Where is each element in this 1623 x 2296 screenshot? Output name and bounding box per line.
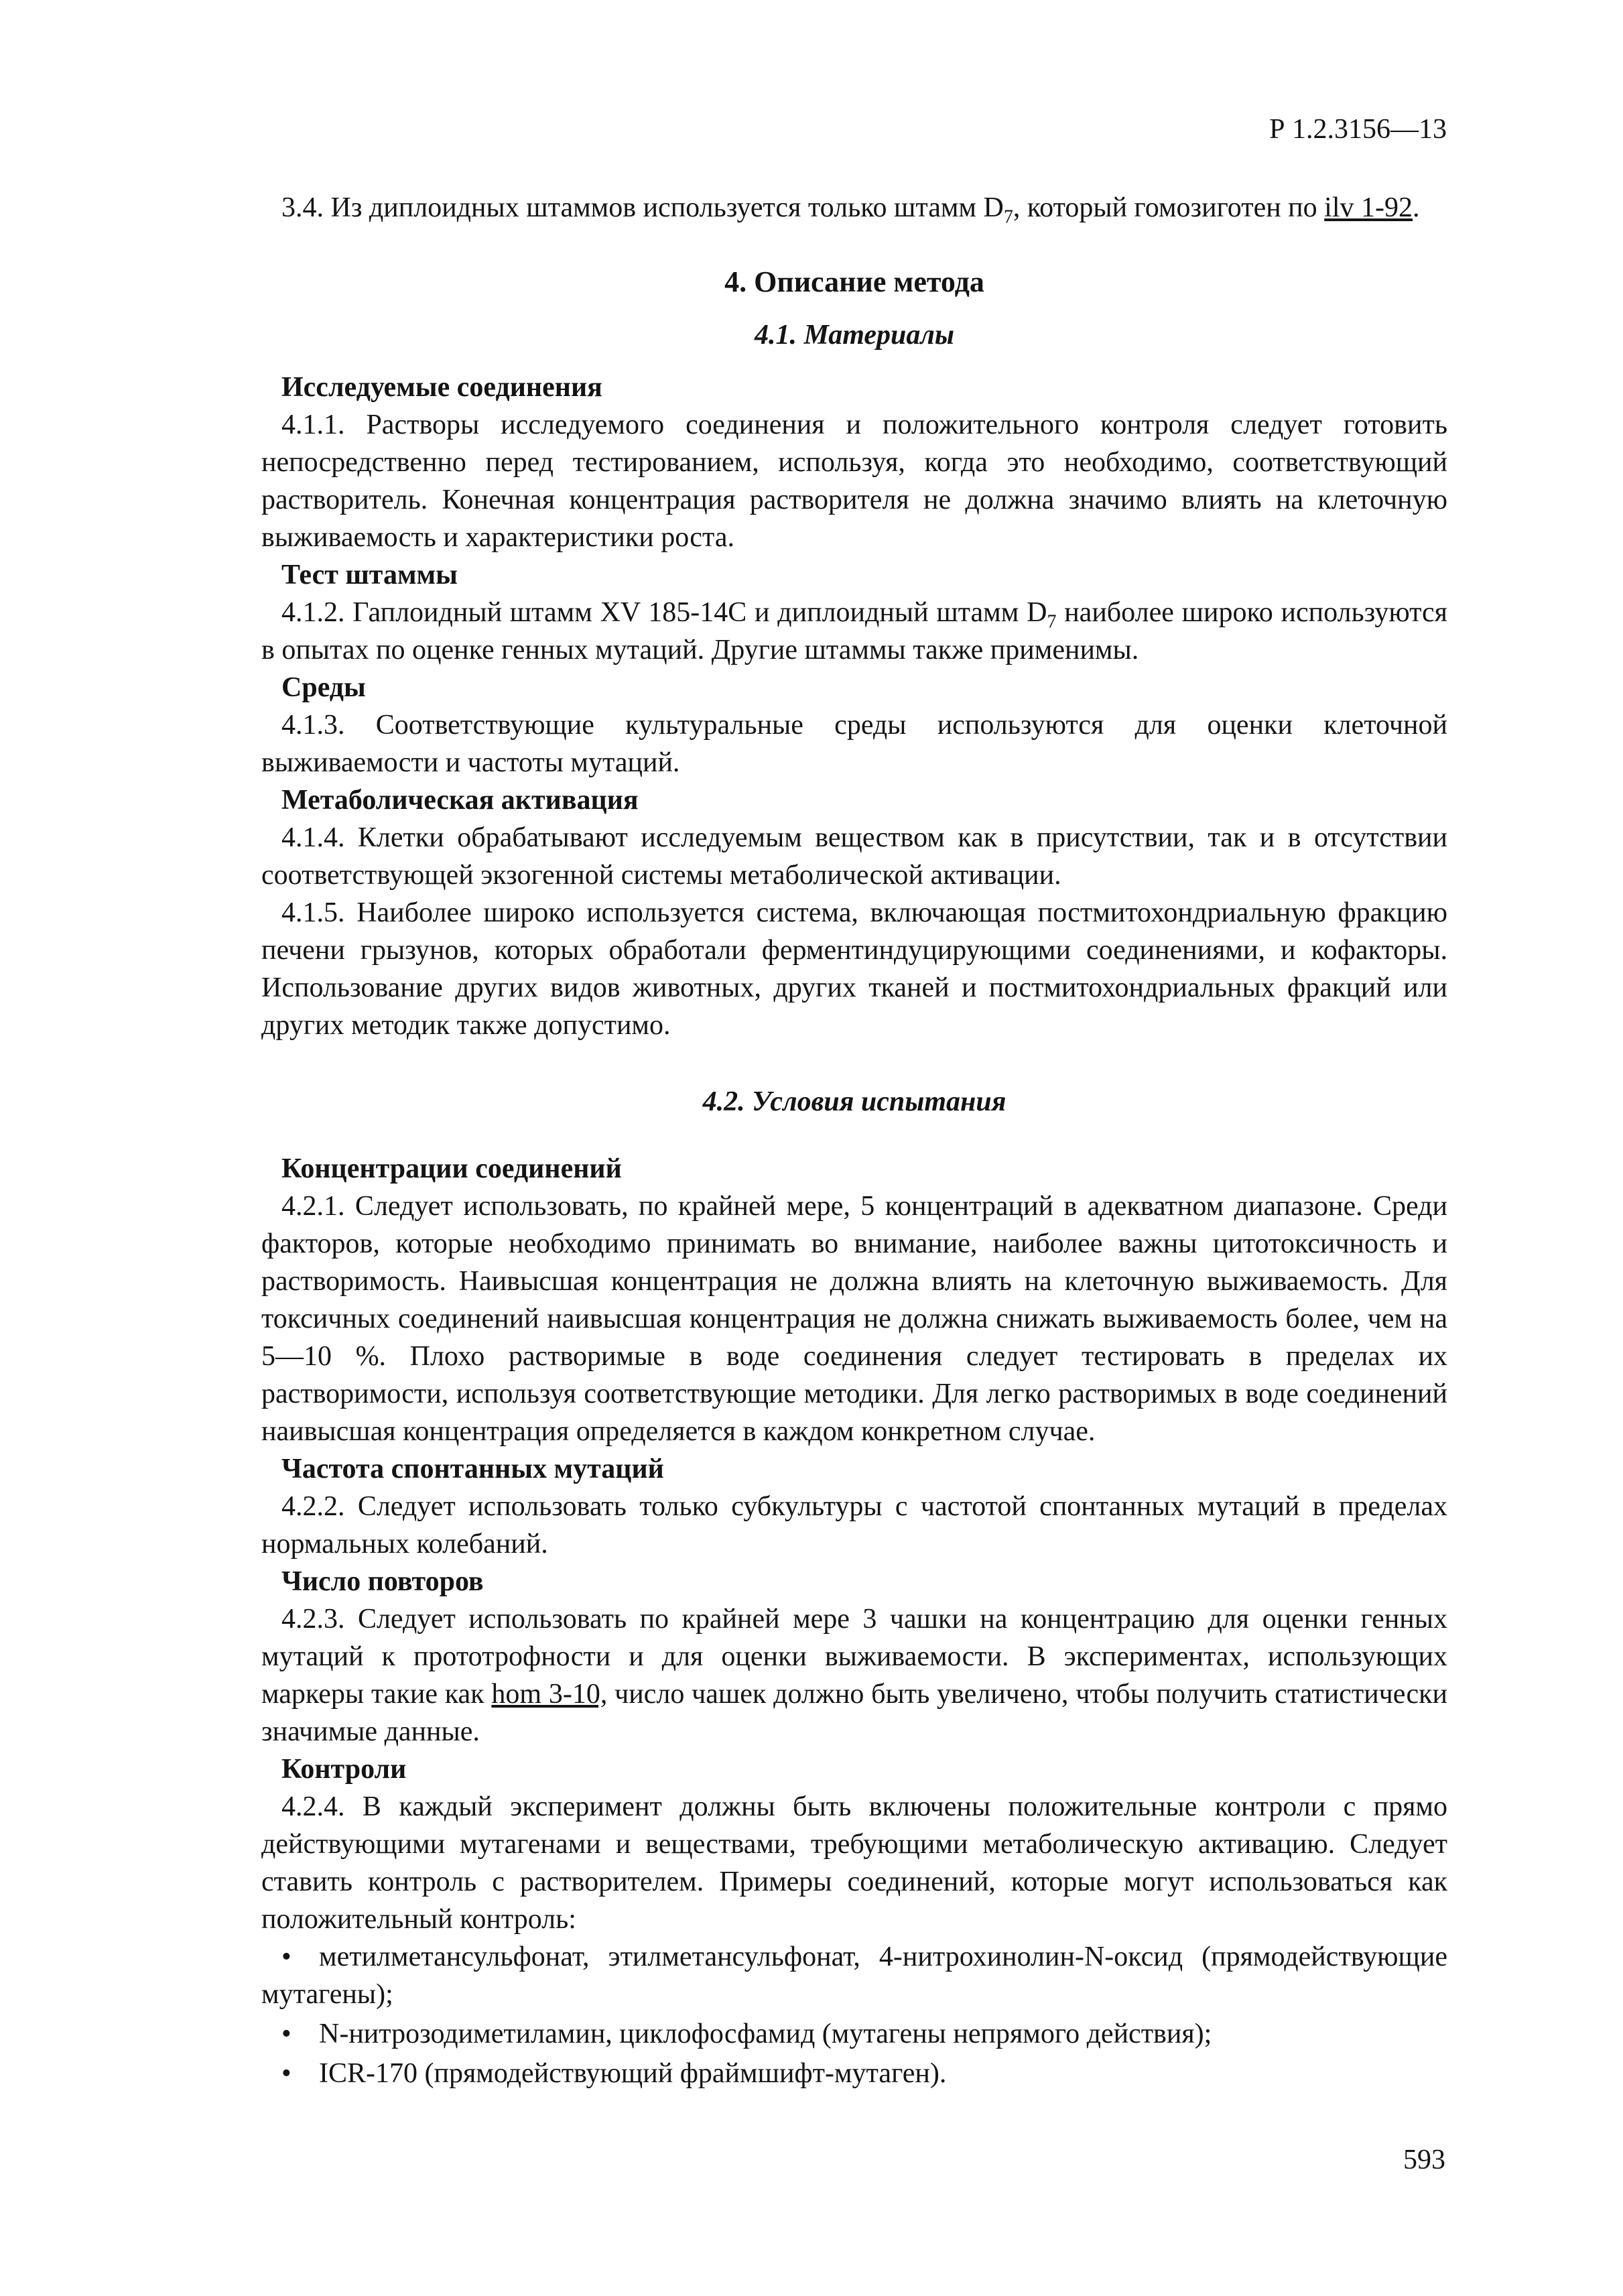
heading-compounds: Исследуемые соединения	[281, 372, 602, 403]
paragraph-text: 3.4. Из диплоидных штаммов используется только штамм D	[281, 192, 1004, 223]
bullet-icon: •	[281, 2058, 291, 2089]
list-item-text: метилметансульфонат, этилметансульфонат, 4-нитрохинолин-N-оксид (прямодействующие мутагены);	[261, 1941, 1447, 2010]
paragraph-text: .	[1413, 192, 1420, 223]
list-item-text: N-нитрозодиметиламин, циклофосфамид (мутагены непрямого действия);	[319, 2019, 1212, 2049]
paragraph-4-2-3	[261, 1600, 1447, 1750]
heading-controls: Контроли	[281, 1754, 407, 1785]
paragraph-3-4	[261, 189, 1447, 227]
heading-concentrations: Концентрации соединений	[281, 1153, 622, 1184]
paragraph-4-2-4: 4.2.4. В каждый эксперимент должны быть включены положительные контроли с прямо действующими мутагенами и веществами, требующими метаболическую активацию. Следует ставить контроль с растворителем. Примеры соединений, которые могут использоваться как положительный контроль:	[261, 1791, 1447, 1935]
list-item	[261, 2055, 1447, 2092]
heading-repeats: Число повторов	[281, 1566, 484, 1597]
paragraph-text: 4.1.2. Гаплоидный штамм XV 185-14C и диплоидный штамм D	[281, 597, 1047, 628]
paragraph-4-1-2	[261, 594, 1447, 669]
list-item	[261, 1938, 1447, 2013]
subscript: 7	[1003, 206, 1013, 228]
subscript: 7	[1047, 611, 1057, 633]
list-item-text: ICR-170 (прямодействующий фраймшифт-мутаген).	[319, 2058, 947, 2089]
heading-strains: Тест штаммы	[281, 560, 458, 590]
page-number: 593	[1403, 2145, 1445, 2175]
paragraph-text: число чашек должно быть увеличено, чтобы получить статистически значимые данные.	[261, 1679, 1448, 1747]
subsection-title-materials: 4.1. Материалы	[754, 320, 955, 350]
bullet-icon: •	[281, 1941, 291, 1972]
document-code: Р 1.2.3156—13	[1269, 114, 1447, 145]
underlined-term: ilv 1-92	[1324, 192, 1413, 223]
paragraph-text: 4.2.3. Следует использовать по крайней мере 3 чашки на концентрацию для оценки генных мутаций к прототрофности и для оценки выживаемости. В экспериментах, использующих маркеры такие как	[261, 1604, 1447, 1710]
paragraph-4-1-5: 4.1.5. Наиболее широко используется система, включающая постмитохондриальную фракцию печени грызунов, которых обработали ферментиндуцирующими соединениями, и кофакторы. Использование других видов животных, других тканей и постмитохондриальных фракций или других методик также допустимо.	[261, 897, 1447, 1041]
subsection-title-conditions: 4.2. Условия испытания	[702, 1086, 1007, 1117]
paragraph-4-1-4: 4.1.4. Клетки обрабатывают исследуемым веществом как в присутствии, так и в отсутствии соответствующей экзогенной системы метаболической активации.	[261, 822, 1447, 891]
paragraph-text: наиболее широко используются в опытах по оценке генных мутаций. Другие штаммы также применимы.	[261, 597, 1447, 665]
positive-control-list	[261, 1938, 1447, 2092]
heading-media: Среды	[281, 672, 366, 703]
page-content	[261, 189, 1447, 2094]
section-title: 4. Описание метода	[724, 265, 984, 298]
heading-metabolic-activation: Метаболическая активация	[281, 785, 639, 816]
list-item	[261, 2015, 1447, 2053]
paragraph-text: , который гомозиготен по	[1013, 192, 1325, 223]
paragraph-4-1-1: 4.1.1. Растворы исследуемого соединения и положительного контроля следует готовить непосредственно перед тестированием, используя, когда это необходимо, соответствующий растворитель. Конечная концентрация растворителя не должна значимо влиять на клеточную выживаемость и характеристики роста.	[261, 409, 1447, 553]
paragraph-4-1-3: 4.1.3. Соответствующие культуральные среды используются для оценки клеточной выживаемости и частоты мутаций.	[261, 710, 1447, 778]
heading-spontaneous-mutations: Частота спонтанных мутаций	[281, 1454, 664, 1484]
underlined-term: hom 3-10,	[491, 1679, 608, 1710]
bullet-icon: •	[281, 2019, 291, 2049]
paragraph-4-2-2: 4.2.2. Следует использовать только субкультуры с частотой спонтанных мутаций в пределах нормальных колебаний.	[261, 1491, 1447, 1559]
paragraph-4-2-1: 4.2.1. Следует использовать, по крайней мере, 5 концентраций в адекватном диапазоне. Среди факторов, которые необходимо принимать во внимание, наиболее важны цитотоксичность и растворимость. Наивысшая концентрация не должна влиять на клеточную выживаемость. Для токсичных соединений наивысшая концентрация не должна снижать выживаемость более, чем на 5—10 %. Плохо растворимые в воде соединения следует тестировать в пределах их растворимости, используя соответствующие методики. Для легко растворимых в воде соединений наивысшая концентрация определяется в каждом конкретном случае.	[261, 1191, 1447, 1447]
